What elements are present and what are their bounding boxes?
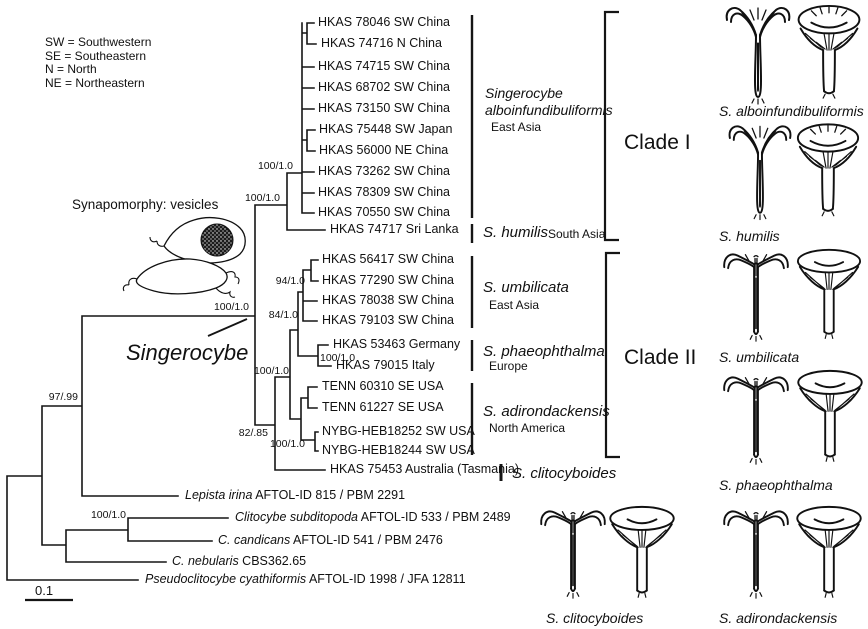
clade-taxon-name: S. umbilicata — [483, 279, 569, 296]
tip-label: HKAS 79015 Italy — [336, 358, 435, 372]
clade-taxon-genus: Singerocybe — [485, 85, 563, 101]
support-value: 100/1.0 — [320, 352, 356, 364]
tip-label: HKAS 78038 SW China — [322, 293, 455, 307]
tip-label: HKAS 73150 SW China — [318, 101, 451, 115]
tip-label: HKAS 77290 SW China — [322, 273, 455, 287]
tip-label — [235, 511, 511, 524]
tip-taxon-name: Lepista irina — [185, 488, 253, 502]
support-value: 97/.99 — [48, 391, 78, 403]
tip-label — [172, 555, 306, 568]
illustration-label: S. humilis — [719, 228, 780, 244]
tip-taxon-name: C. nebularis — [172, 554, 239, 568]
tip-label: NYBG-HEB18244 SW USA — [322, 443, 475, 457]
clade1-heading: Clade I — [624, 131, 691, 154]
tip-voucher: AFTOL-ID 541 / PBM 2476 — [290, 533, 443, 547]
tip-label: HKAS 56417 SW China — [322, 252, 455, 266]
mushroom-clitocyboides-top — [610, 507, 673, 597]
mushroom-clitocyboides-side — [541, 511, 605, 598]
mushroom-umbilicata-side — [724, 254, 788, 341]
mushroom-phaeophthalma-top — [798, 371, 861, 461]
tip-label: HKAS 68702 SW China — [318, 80, 451, 94]
illustration-label: S. umbilicata — [719, 349, 800, 365]
tip-label: HKAS 74716 N China — [321, 36, 442, 50]
synapomorphy-note: Synapomorphy: vesicles — [72, 197, 219, 212]
tip-voucher: AFTOL-ID 1998 / JFA 12811 — [306, 572, 466, 586]
support-value: 100/1.0 — [269, 438, 305, 450]
tip-label — [185, 489, 405, 502]
tip-label: HKAS 75453 Australia (Tasmania) — [330, 462, 519, 476]
tip-taxon-name: Pseudoclitocybe cyathiformis — [145, 572, 307, 586]
mushroom-adirondackensis-side — [724, 511, 788, 598]
tip-label: HKAS 56000 NE China — [319, 143, 449, 157]
clade-region: East Asia — [491, 120, 542, 134]
illustration-label: S. alboinfundibuliformis — [719, 103, 864, 119]
support-value: 82/.85 — [238, 427, 268, 439]
clade2-bracket — [606, 253, 620, 457]
tip-label: HKAS 78309 SW China — [318, 185, 451, 199]
illustration-label: S. phaeophthalma — [719, 477, 833, 493]
clade-taxon-name: S. adirondackensis — [483, 403, 610, 420]
clade-region: East Asia — [489, 298, 540, 312]
clade-taxon-name: S. humilis — [483, 224, 549, 241]
support-value: 100/1.0 — [257, 160, 293, 172]
clade-taxon-species: alboinfundibuliformis — [485, 102, 613, 118]
illustration-label: S. clitocyboides — [546, 610, 644, 626]
abbreviation-legend — [45, 36, 151, 90]
mushroom-umbilicata-top — [798, 250, 860, 339]
tip-label — [218, 534, 443, 547]
legend-line: SW = Southwestern — [45, 35, 152, 49]
clade-brackets — [605, 12, 620, 457]
tip-label: HKAS 73262 SW China — [318, 164, 451, 178]
support-value: 100/1.0 — [90, 509, 126, 521]
tip-label: HKAS 53463 Germany — [333, 337, 461, 351]
clade1-bracket — [605, 12, 619, 240]
tip-taxon-name: C. candicans — [218, 533, 291, 547]
clade-region: North America — [489, 421, 566, 435]
mushroom-adirondackensis-top — [797, 507, 860, 597]
tip-voucher: AFTOL-ID 815 / PBM 2291 — [252, 488, 406, 502]
legend-line: NE = Northeastern — [45, 75, 145, 90]
genus-callout: Singerocybe — [126, 340, 249, 365]
clade-region: South Asia — [548, 227, 606, 241]
mushroom-humilis-side — [730, 126, 791, 219]
clade-taxon-name: S. clitocyboides — [512, 465, 617, 482]
mushroom-illustrations — [541, 6, 862, 598]
tip-label: HKAS 70550 SW China — [318, 205, 451, 219]
tip-label: NYBG-HEB18252 SW USA — [322, 424, 475, 438]
mushroom-alboinfundibuliformis-top — [799, 6, 860, 98]
tip-label: HKAS 79103 SW China — [322, 313, 455, 327]
mushroom-humilis-top — [798, 124, 858, 215]
support-value: 100/1.0 — [244, 192, 280, 204]
legend-line: SE = Southeastern — [45, 48, 147, 63]
support-value: 94/1.0 — [275, 275, 305, 287]
tip-label — [145, 573, 466, 586]
illustration-label: S. adirondackensis — [719, 610, 838, 626]
clade-region: Europe — [489, 359, 528, 373]
tip-label: TENN 61227 SE USA — [322, 400, 444, 414]
support-value: 100/1.0 — [213, 301, 249, 313]
clade2-heading: Clade II — [624, 346, 697, 369]
tip-voucher: CBS362.65 — [238, 554, 307, 568]
tip-label: HKAS 78046 SW China — [318, 15, 451, 29]
tip-label: HKAS 74715 SW China — [318, 59, 451, 73]
support-value: 100/1.0 — [253, 365, 289, 377]
scale-bar-label: 0.1 — [35, 583, 54, 598]
tip-voucher: AFTOL-ID 533 / PBM 2489 — [358, 510, 511, 524]
support-value: 84/1.0 — [268, 309, 298, 321]
mushroom-phaeophthalma-side — [724, 377, 788, 464]
tip-label: HKAS 74717 Sri Lanka — [330, 222, 459, 236]
mushroom-alboinfundibuliformis-side — [727, 8, 790, 104]
clade-taxon-name: S. phaeophthalma — [483, 343, 605, 360]
tip-taxon-name: Clitocybe subditopoda — [235, 510, 358, 524]
genus-pointer-line — [208, 319, 247, 336]
tip-label: TENN 60310 SE USA — [322, 379, 444, 393]
legend-line: N = North — [45, 62, 97, 76]
tip-label: HKAS 75448 SW Japan — [319, 122, 453, 136]
vesicle-drawing — [123, 218, 245, 298]
